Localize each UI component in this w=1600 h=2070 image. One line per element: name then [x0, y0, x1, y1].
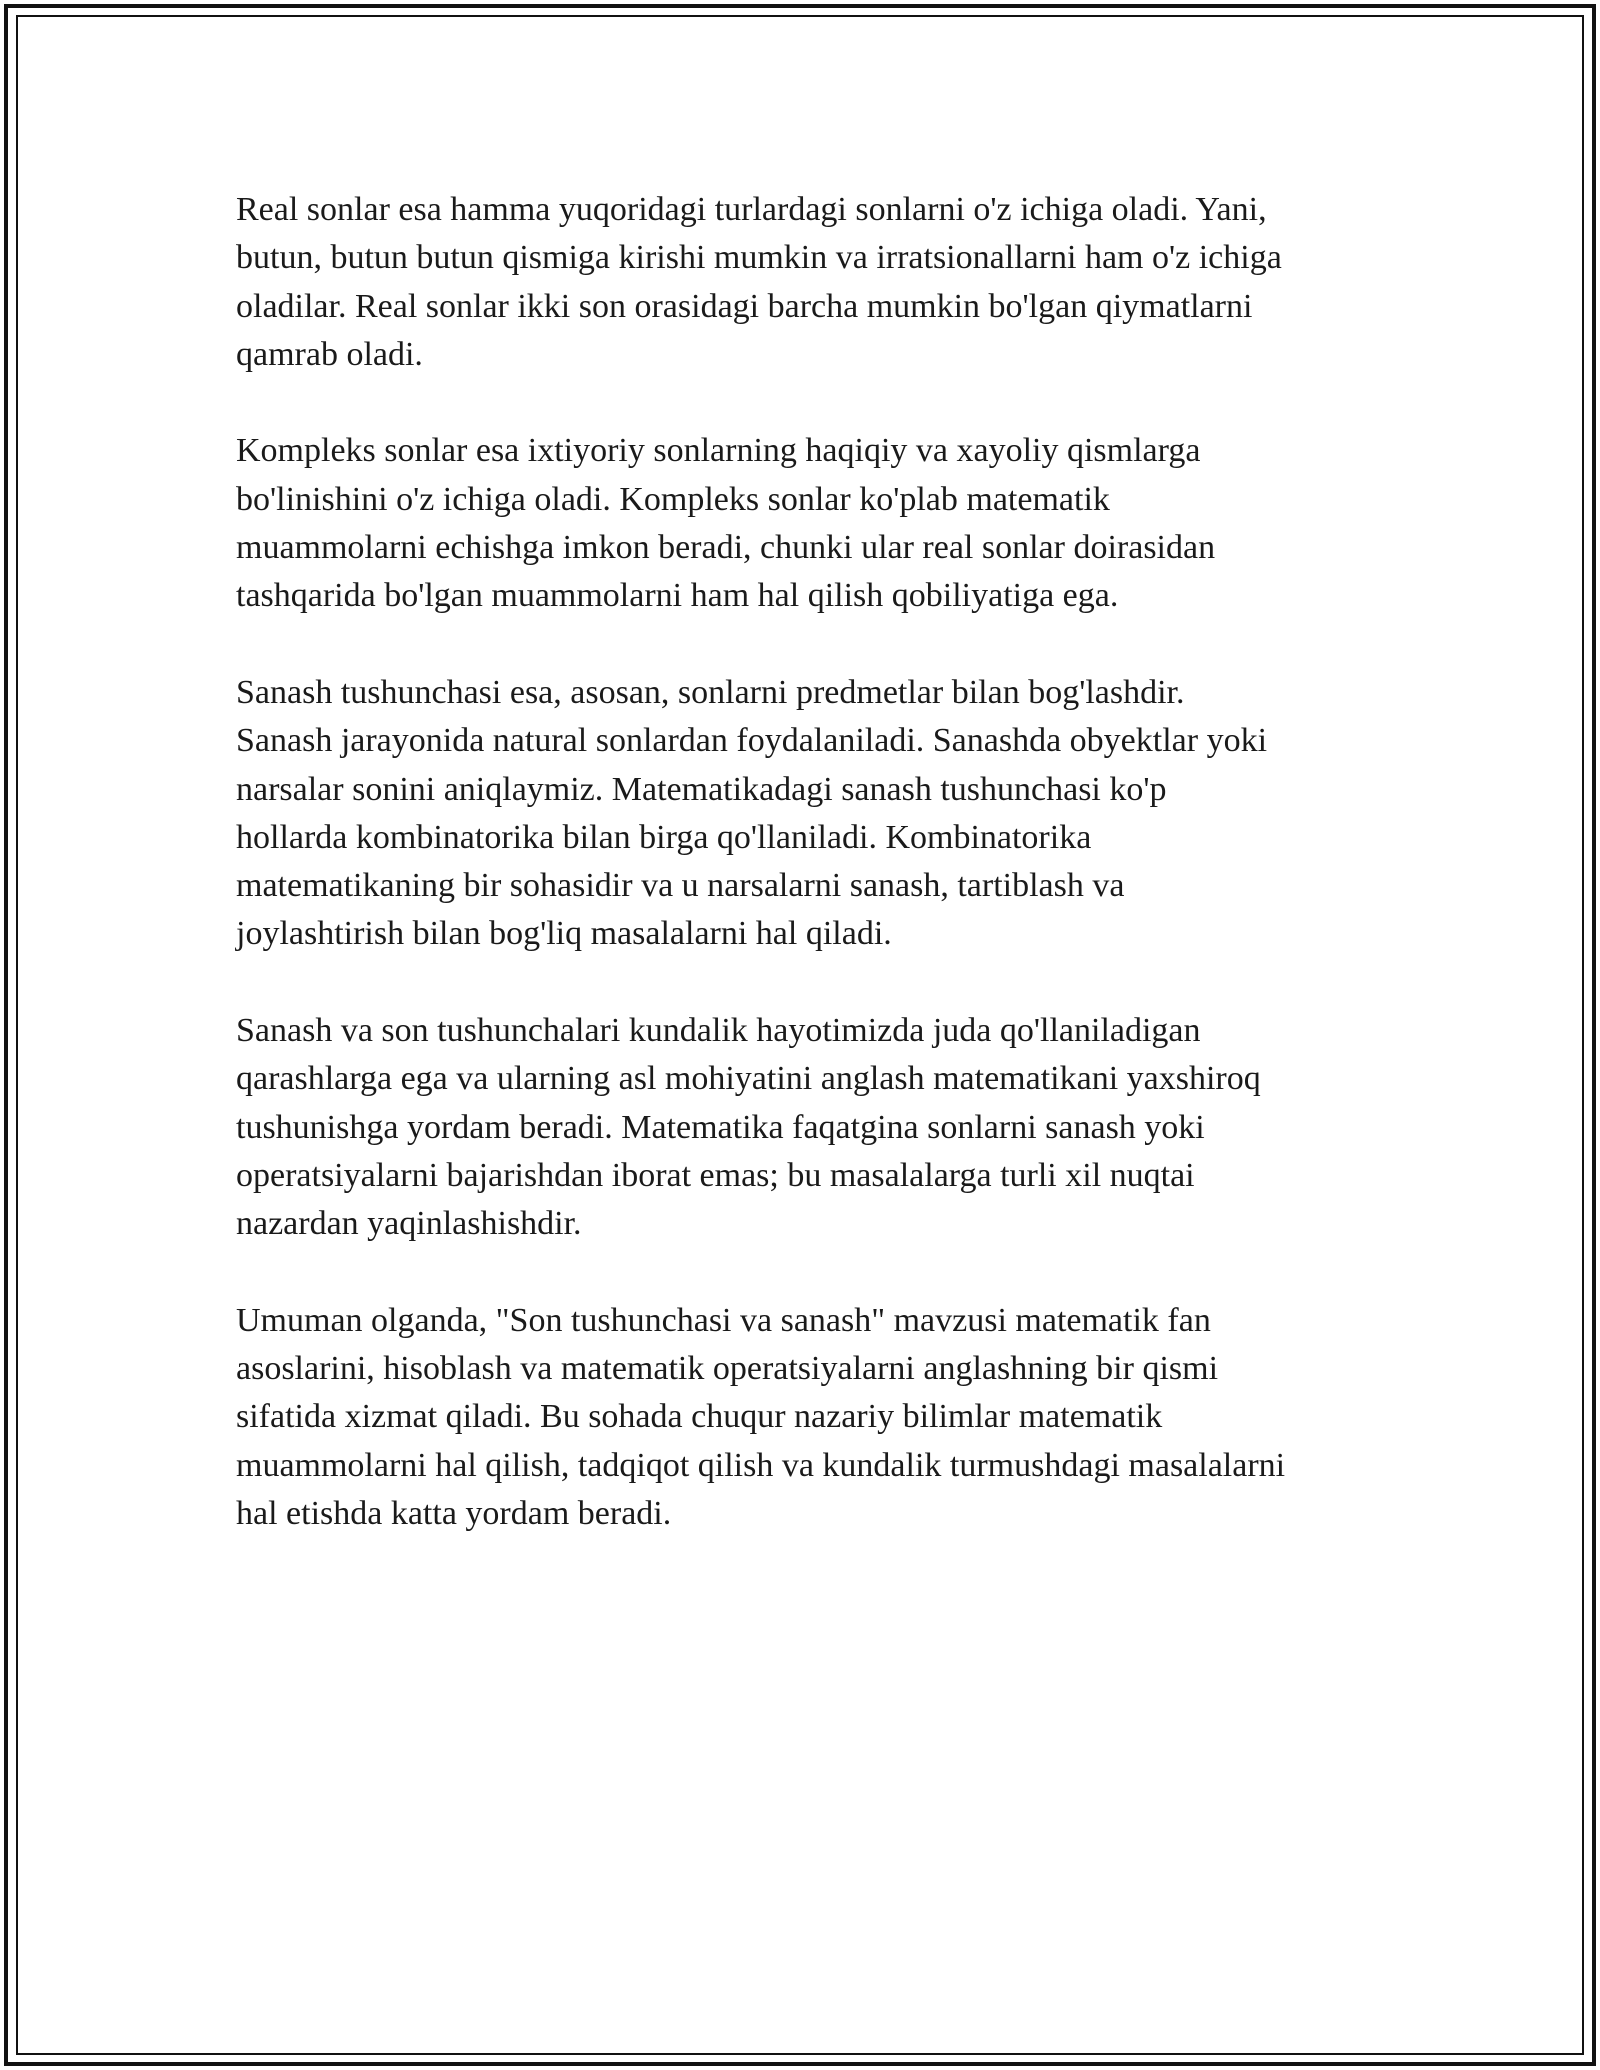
text-line: oladilar. Real sonlar ikki son orasidagi barcha mumkin bo'lgan qiymatlarni	[236, 287, 1253, 325]
text-line: qamrab oladi.	[236, 335, 423, 373]
text-line: muammolarni echishga imkon beradi, chunki ular real sonlar doirasidan	[236, 529, 1216, 567]
text-line: bo'linishini o'z ichiga oladi. Kompleks sonlar ko'plab matematik	[236, 480, 1110, 518]
paragraph-conclusion	[236, 1297, 1376, 1538]
text-line: joylashtirish bilan bog'liq masalalarni hal qiladi.	[236, 915, 892, 953]
text-line: Real sonlar esa hamma yuqoridagi turlardagi sonlarni o'z ichiga oladi. Yani,	[236, 191, 1267, 228]
text-line: hollarda kombinatorika bilan birga qo'llaniladi. Kombinatorika	[236, 818, 1092, 856]
text-line: qarashlarga ega va ularning asl mohiyatini anglash matematikani yaxshiroq	[236, 1060, 1261, 1098]
text-line: tashqarida bo'lgan muammolarni ham hal qilish qobiliyatiga ega.	[236, 577, 1119, 615]
text-line: hal etishda katta yordam beradi.	[236, 1495, 672, 1533]
text-line: matematikaning bir sohasidir va u narsalarni sanash, tartiblash va	[236, 867, 1125, 905]
text-line: Sanash va son tushunchalari kundalik hayotimizda juda qo'llaniladigan	[236, 1012, 1201, 1050]
text-line: asoslarini, hisoblash va matematik operatsiyalarni anglashning bir qismi	[236, 1350, 1219, 1388]
text-line: tushunishga yordam beradi. Matematika faqatgina sonlarni sanash yoki	[236, 1108, 1205, 1146]
paragraph-complex-numbers	[236, 427, 1376, 620]
paragraph-everyday-use	[236, 1007, 1376, 1248]
text-line: nazardan yaqinlashishdir.	[236, 1205, 582, 1243]
text-line: Umuman olganda, "Son tushunchasi va sanash" mavzusi matematik fan	[236, 1301, 1211, 1339]
text-line: narsalar sonini aniqlaymiz. Matematikadagi sanash tushunchasi ko'p	[236, 770, 1167, 808]
text-line: Sanash jarayonida natural sonlardan foydalaniladi. Sanashda obyektlar yoki	[236, 722, 1268, 760]
paragraph-counting-concept	[236, 669, 1376, 959]
text-line: Sanash tushunchasi esa, asosan, sonlarni predmetlar bilan bog'lashdir.	[236, 673, 1185, 711]
text-line: Kompleks sonlar esa ixtiyoriy sonlarning haqiqiy va xayoliy qismlarga	[236, 432, 1201, 470]
text-line: operatsiyalarni bajarishdan iborat emas; bu masalalarga turli xil nuqtai	[236, 1156, 1195, 1194]
text-line: sifatida xizmat qiladi. Bu sohada chuqur nazariy bilimlar matematik	[236, 1398, 1163, 1436]
document-body	[236, 186, 1376, 1587]
paragraph-real-numbers	[236, 186, 1376, 379]
text-line: muammolarni hal qilish, tadqiqot qilish va kundalik turmushdagi masalalarni	[236, 1446, 1286, 1484]
text-line: butun, butun butun qismiga kirishi mumkin va irratsionallarni ham o'z ichiga	[236, 239, 1282, 277]
